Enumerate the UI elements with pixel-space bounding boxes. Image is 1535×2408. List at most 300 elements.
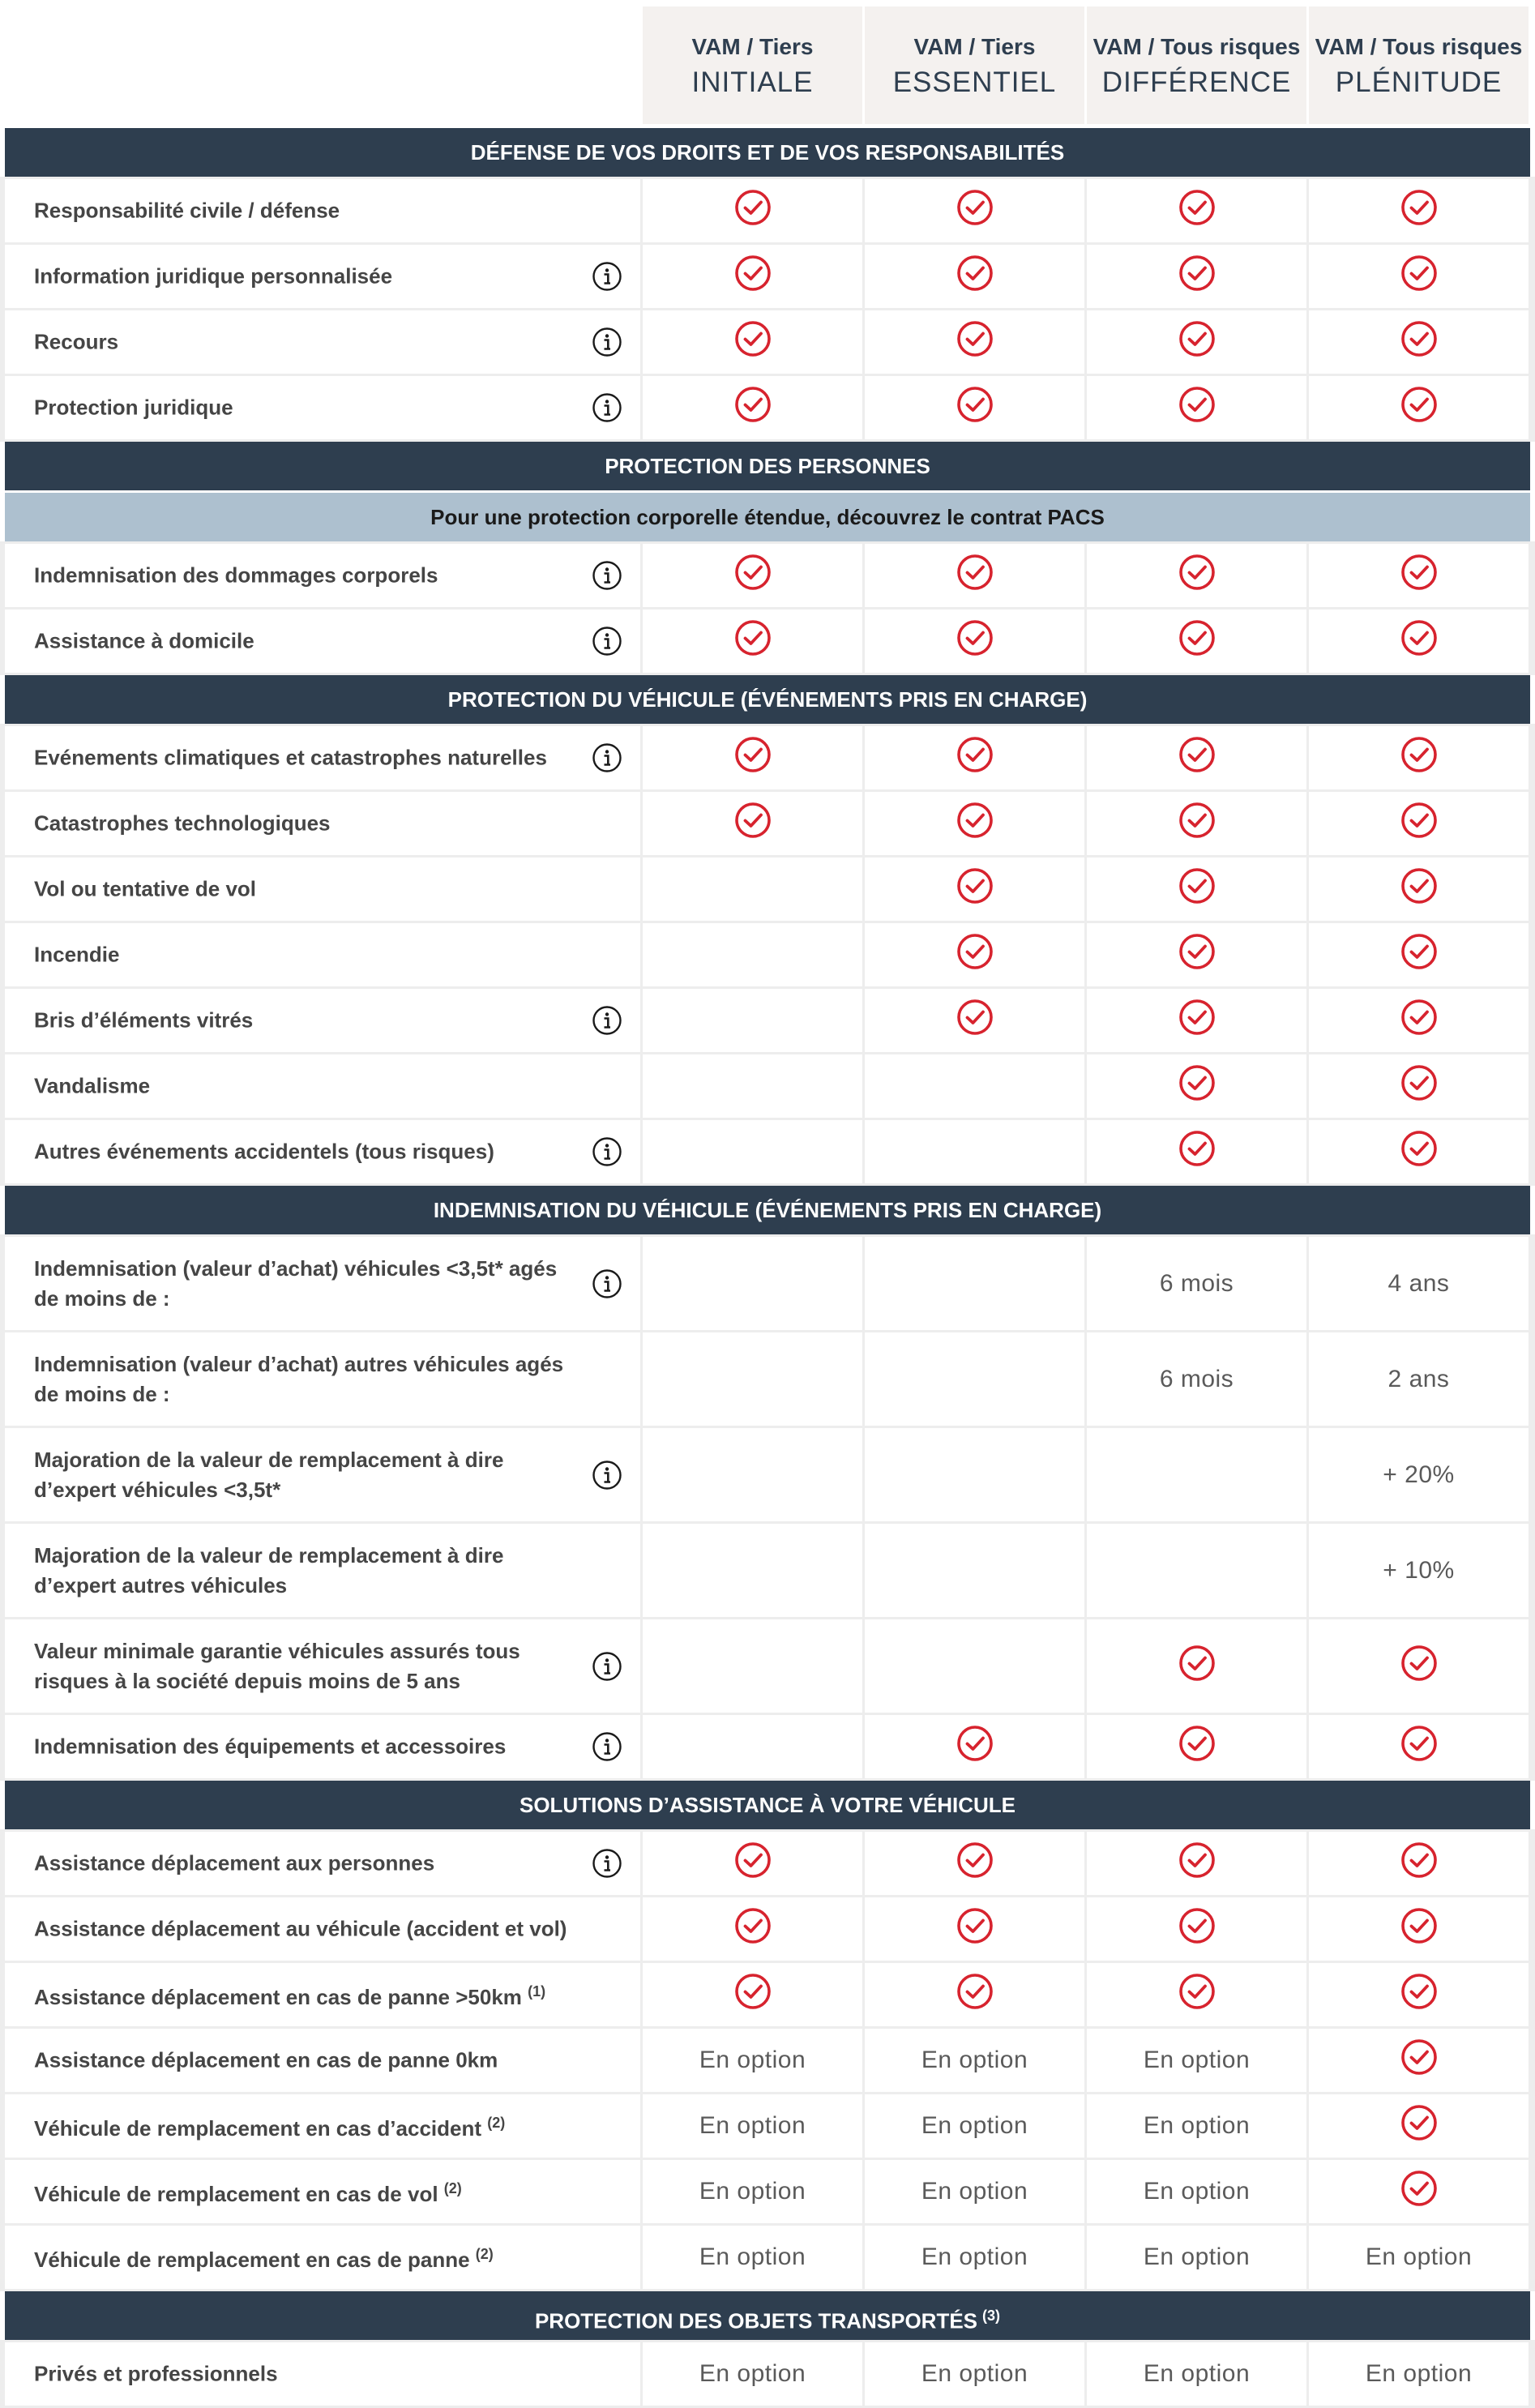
row-label-cell [5,376,640,439]
check-circle-icon [956,320,994,357]
coverage-cell [865,792,1084,855]
check-circle-icon [734,554,772,591]
check-circle-icon [1400,1064,1438,1101]
check-circle-icon [956,999,994,1036]
info-icon[interactable] [592,261,622,292]
coverage-cell [643,1524,862,1617]
check-circle-icon [1178,802,1216,839]
row-label-cell [5,544,640,607]
row-label-text: Véhicule de remplacement en cas de vol [34,2181,438,2206]
check-circle-icon [1400,802,1438,839]
row-footnote: (1) [528,1983,546,2000]
check-circle-icon [956,1907,994,1944]
coverage-cell [1087,1428,1306,1521]
check-circle-icon [1178,1725,1216,1762]
check-circle-icon [1178,254,1216,292]
row-label-cell [5,179,640,242]
row-label [34,875,569,905]
check-circle-icon [956,933,994,970]
check-circle-icon [734,1841,772,1879]
coverage-cell [1087,1832,1306,1895]
row-label [34,393,569,423]
check-circle-icon [1178,999,1216,1036]
coverage-cell [1087,1524,1306,1617]
check-circle-icon [1178,189,1216,226]
column-header [865,6,1084,124]
section-title-footnote: (3) [982,2307,1001,2324]
coverage-cell [865,858,1084,921]
row-label-text: Evénements climatiques et catastrophes naturelles [34,745,547,770]
coverage-cell [1087,989,1306,1052]
row-label [34,1006,569,1036]
coverage-cell [1087,609,1306,673]
column-header-plan: ESSENTIEL [892,66,1057,98]
coverage-cell [643,1715,862,1778]
row-label-text: Assistance déplacement au véhicule (accident et vol) [34,1916,567,1941]
coverage-cell [865,609,1084,673]
coverage-cell [1309,2226,1529,2289]
coverage-cell [865,2029,1084,2092]
check-circle-icon [1178,1130,1216,1167]
row-label-cell [5,310,640,374]
coverage-cell [1087,726,1306,789]
coverage-cell [643,310,862,374]
check-circle-icon [1178,933,1216,970]
info-icon[interactable] [592,1651,622,1682]
coverage-cell [1087,1897,1306,1961]
coverage-cell [1087,310,1306,374]
check-circle-icon [1400,1725,1438,1762]
coverage-cell [1087,544,1306,607]
coverage-cell [1309,609,1529,673]
coverage-cell [865,1963,1084,2026]
section-header [5,1186,1530,1234]
coverage-cell [865,1524,1084,1617]
coverage-cell [1309,923,1529,986]
row-label-cell [5,1619,640,1713]
coverage-cell [1087,1054,1306,1118]
coverage-cell [1309,792,1529,855]
coverage-cell [1309,1054,1529,1118]
row-label-text: Assistance à domicile [34,628,254,653]
coverage-cell [643,2342,862,2406]
check-circle-icon [1178,1645,1216,1682]
column-header-line1: VAM / Tous risques [1315,34,1523,59]
coverage-cell [865,726,1084,789]
coverage-value: En option [921,2178,1028,2205]
check-circle-icon [1178,320,1216,357]
coverage-cell [643,989,862,1052]
coverage-cell [643,923,862,986]
coverage-cell [1309,376,1529,439]
row-label-text: Bris d’éléments vitrés [34,1007,254,1033]
coverage-cell [1087,1332,1306,1426]
coverage-cell [865,2094,1084,2158]
coverage-cell [643,245,862,308]
row-label-text: Information juridique personnalisée [34,263,393,289]
coverage-cell [643,1897,862,1961]
coverage-cell [1309,245,1529,308]
row-label-cell [5,726,640,789]
info-icon[interactable] [592,1848,622,1879]
check-circle-icon [1400,189,1438,226]
row-label [34,940,569,970]
column-header-line1: VAM / Tous risques [1092,34,1301,59]
coverage-value: En option [699,2243,806,2270]
check-circle-icon [956,554,994,591]
coverage-cell [1309,1963,1529,2026]
coverage-value: En option [921,2243,1028,2270]
check-circle-icon [956,619,994,657]
coverage-value: En option [1143,2243,1251,2270]
coverage-cell [643,1332,862,1426]
row-label-cell [5,2342,640,2406]
check-circle-icon [1400,386,1438,423]
coverage-cell [1309,310,1529,374]
coverage-cell [643,726,862,789]
coverage-cell [643,2226,862,2289]
check-circle-icon [1400,320,1438,357]
coverage-cell [643,1619,862,1713]
column-header-line1: VAM / Tiers [691,34,814,59]
coverage-cell [865,1120,1084,1183]
coverage-cell [1087,1120,1306,1183]
coverage-cell [1309,1428,1529,1521]
coverage-cell [1309,1832,1529,1895]
section-subtitle[interactable]: Pour une protection corporelle étendue, découvrez le contrat PACS [5,493,1530,541]
coverage-cell [643,609,862,673]
column-header-plan: DIFFÉRENCE [1101,66,1292,98]
row-label-text: Valeur minimale garantie véhicules assurés tous risques à la société depuis moins de 5 ans [34,1638,520,1693]
coverage-cell [643,1428,862,1521]
check-circle-icon [1400,554,1438,591]
coverage-value: En option [1143,2047,1251,2073]
column-header [1309,6,1529,124]
info-icon[interactable] [592,327,622,357]
coverage-cell [1087,858,1306,921]
section-title: PROTECTION DU VÉHICULE (ÉVÉNEMENTS PRIS EN CHARGE) [447,687,1088,712]
coverage-value: 4 ans [1387,1269,1450,1297]
coverage-cell [643,1832,862,1895]
row-label-cell [5,609,640,673]
coverage-cell [1087,2226,1306,2289]
info-icon[interactable] [592,1460,622,1491]
coverage-cell [1087,179,1306,242]
column-header [1087,6,1306,124]
row-label-text: Incendie [34,942,120,967]
section-title: PROTECTION DES PERSONNES [605,454,930,478]
coverage-cell [1087,1619,1306,1713]
column-header-plan: PLÉNITUDE [1335,66,1503,98]
coverage-cell [1309,1897,1529,1961]
row-footnote: (2) [475,2246,494,2263]
coverage-cell [865,1054,1084,1118]
row-label-text: Indemnisation des équipements et accessoires [34,1734,507,1759]
coverage-value: En option [921,2047,1028,2073]
coverage-cell [1309,179,1529,242]
row-label-text: Catastrophes technologiques [34,811,331,836]
info-icon[interactable] [592,560,622,591]
row-label-text: Assistance déplacement en cas de panne >50km [34,1984,522,2009]
column-header [643,6,862,124]
coverage-cell [1087,376,1306,439]
row-label [34,809,569,839]
row-label [34,196,569,226]
row-label-text: Majoration de la valeur de remplacement à dire d’expert véhicules <3,5t* [34,1447,504,1502]
row-label-cell [5,1428,640,1521]
row-label-text: Autres événements accidentels (tous risques) [34,1139,494,1164]
check-circle-icon [1400,933,1438,970]
row-label-cell [5,858,640,921]
coverage-value: En option [699,2047,806,2073]
check-circle-icon [1178,554,1216,591]
check-circle-icon [1400,736,1438,773]
row-label [34,1137,569,1167]
row-label-cell [5,1832,640,1895]
section-title: DÉFENSE DE VOS DROITS ET DE VOS RESPONSABILITÉS [470,140,1065,165]
coverage-cell [643,792,862,855]
coverage-cell [643,2029,862,2092]
row-label [34,1732,569,1762]
row-label-text: Responsabilité civile / défense [34,198,340,223]
info-icon[interactable] [592,1731,622,1762]
coverage-cell [865,923,1084,986]
row-label [34,743,569,773]
info-icon[interactable] [592,1005,622,1036]
check-circle-icon [734,386,772,423]
row-label-text: Véhicule de remplacement en cas d’accident [34,2115,482,2141]
info-icon[interactable] [592,742,622,773]
section-header [5,128,1530,177]
coverage-value: En option [1143,2360,1251,2387]
row-label-text: Indemnisation (valeur d’achat) véhicules <3,5t* agés de moins de : [34,1255,558,1311]
coverage-cell [865,1428,1084,1521]
row-label-text: Privés et professionnels [34,2361,278,2386]
check-circle-icon [956,386,994,423]
row-label-cell [5,1054,640,1118]
row-label [34,1541,569,1601]
coverage-cell [1087,1715,1306,1778]
coverage-value: En option [921,2360,1028,2387]
row-label [34,327,569,357]
coverage-cell [643,858,862,921]
section-header [5,442,1530,490]
row-label-text: Protection juridique [34,395,233,420]
check-circle-icon [734,619,772,657]
info-icon[interactable] [592,392,622,423]
coverage-cell [643,376,862,439]
row-label [34,2239,569,2275]
section-title: SOLUTIONS D’ASSISTANCE À VOTRE VÉHICULE [519,1793,1015,1817]
coverage-value: 6 mois [1159,1365,1234,1392]
coverage-cell [643,1963,862,2026]
coverage-cell [1309,1120,1529,1183]
section-title: PROTECTION DES OBJETS TRANSPORTÉS [534,2308,978,2333]
row-footnote: (2) [487,2115,506,2132]
check-circle-icon [956,802,994,839]
row-label [34,1071,569,1101]
row-label-cell [5,2029,640,2092]
check-circle-icon [956,1725,994,1762]
info-icon[interactable] [592,1136,622,1167]
info-icon[interactable] [592,626,622,657]
coverage-cell [1087,1237,1306,1330]
row-label-cell [5,923,640,986]
coverage-cell [1309,1237,1529,1330]
row-label [34,2046,569,2076]
coverage-cell [865,2160,1084,2223]
row-label [34,1254,569,1314]
coverage-cell [1309,726,1529,789]
row-label-cell [5,792,640,855]
row-label-text: Indemnisation (valeur d’achat) autres véhicules agés de moins de : [34,1351,564,1406]
coverage-value: En option [921,2112,1028,2139]
row-label-cell [5,2160,640,2223]
check-circle-icon [1178,736,1216,773]
check-circle-icon [956,867,994,905]
check-circle-icon [956,189,994,226]
coverage-cell [865,1332,1084,1426]
check-circle-icon [734,1907,772,1944]
check-circle-icon [1400,1907,1438,1944]
coverage-value: + 10% [1383,1556,1455,1584]
coverage-cell [643,1054,862,1118]
check-circle-icon [734,1973,772,2010]
coverage-value: 2 ans [1387,1365,1450,1392]
coverage-cell [1087,792,1306,855]
check-circle-icon [1400,2170,1438,2207]
row-label [34,2174,569,2209]
check-circle-icon [1178,867,1216,905]
row-label-text: Indemnisation des dommages corporels [34,562,438,588]
coverage-cell [865,376,1084,439]
check-circle-icon [1178,619,1216,657]
section-header [5,2291,1530,2340]
coverage-cell [1309,989,1529,1052]
coverage-cell [865,2342,1084,2406]
row-label-cell [5,989,640,1052]
row-label [34,561,569,591]
check-circle-icon [956,1973,994,2010]
check-circle-icon [734,254,772,292]
row-label [34,1636,569,1696]
coverage-cell [1309,2342,1529,2406]
row-label-cell [5,1332,640,1426]
section-title: INDEMNISATION DU VÉHICULE (ÉVÉNEMENTS PRIS EN CHARGE) [433,1198,1102,1222]
check-circle-icon [734,802,772,839]
coverage-value: En option [1143,2112,1251,2139]
check-circle-icon [956,736,994,773]
coverage-cell [643,2094,862,2158]
coverage-value: En option [699,2112,806,2139]
coverage-cell [1309,1524,1529,1617]
check-circle-icon [1400,867,1438,905]
coverage-cell [865,1832,1084,1895]
coverage-cell [1309,2160,1529,2223]
row-label-text: Vol ou tentative de vol [34,876,257,901]
row-label-text: Assistance déplacement aux personnes [34,1850,435,1876]
column-header-plan: INITIALE [691,66,814,98]
coverage-cell [1309,2094,1529,2158]
row-label-cell [5,245,640,308]
row-label [34,1349,569,1409]
coverage-value: En option [1365,2360,1473,2387]
coverage-cell [1309,1332,1529,1426]
check-circle-icon [1178,1973,1216,2010]
coverage-cell [1309,858,1529,921]
row-label [34,2359,569,2389]
check-circle-icon [1400,2038,1438,2076]
coverage-cell [865,544,1084,607]
row-label-cell [5,1237,640,1330]
row-label-cell [5,2226,640,2289]
column-header-line1: VAM / Tiers [913,34,1036,59]
row-label [34,627,569,657]
check-circle-icon [1400,254,1438,292]
coverage-cell [1087,923,1306,986]
coverage-cell [643,1237,862,1330]
coverage-cell [865,1715,1084,1778]
coverage-cell [1309,1715,1529,1778]
check-circle-icon [734,189,772,226]
row-label-cell [5,2094,640,2158]
coverage-cell [643,1120,862,1183]
coverage-cell [865,2226,1084,2289]
row-label [34,1849,569,1879]
row-label-cell [5,1897,640,1961]
row-label-cell [5,1524,640,1617]
row-footnote: (2) [443,2180,462,2197]
coverage-cell [1087,2160,1306,2223]
coverage-cell [1087,2094,1306,2158]
row-label [34,1914,569,1944]
coverage-cell [1087,2342,1306,2406]
check-circle-icon [956,1841,994,1879]
row-label [34,1977,569,2012]
check-circle-icon [1178,1907,1216,1944]
coverage-cell [865,179,1084,242]
row-label-cell [5,1963,640,2026]
section-header [5,675,1530,724]
row-label-text: Véhicule de remplacement en cas de panne [34,2247,470,2272]
check-circle-icon [1178,386,1216,423]
coverage-cell [1087,245,1306,308]
coverage-cell [865,310,1084,374]
row-label-text: Assistance déplacement en cas de panne 0km [34,2047,498,2072]
check-circle-icon [1400,1130,1438,1167]
check-circle-icon [734,736,772,773]
section-header [5,1781,1530,1829]
coverage-cell [1087,2029,1306,2092]
coverage-cell [643,2160,862,2223]
coverage-cell [1309,544,1529,607]
row-label [34,262,569,292]
row-label [34,2108,569,2144]
coverage-cell [865,1237,1084,1330]
info-icon[interactable] [592,1268,622,1299]
coverage-value: 6 mois [1159,1269,1234,1297]
coverage-cell [1309,2029,1529,2092]
coverage-value: En option [699,2360,806,2387]
row-label-text: Recours [34,329,119,354]
check-circle-icon [1400,2104,1438,2141]
row-label-text: Vandalisme [34,1073,151,1098]
check-circle-icon [1400,1645,1438,1682]
row-label-cell [5,1715,640,1778]
check-circle-icon [1400,1973,1438,2010]
coverage-cell [865,1897,1084,1961]
check-circle-icon [1400,619,1438,657]
